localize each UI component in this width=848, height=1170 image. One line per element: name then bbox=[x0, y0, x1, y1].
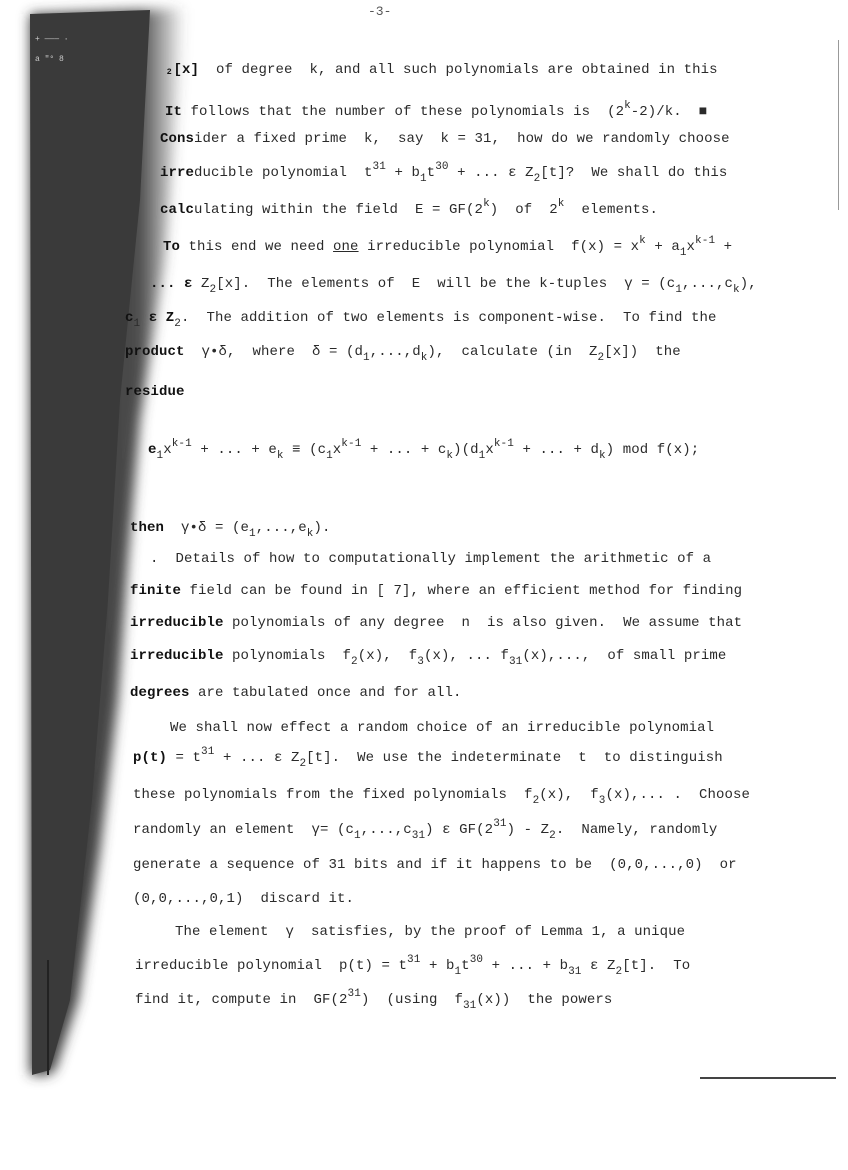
text-segment: [t]. We use the indeterminate t to distinguish bbox=[306, 750, 723, 766]
subscript: 1 bbox=[679, 247, 687, 259]
text-line bbox=[135, 954, 691, 978]
superscript: k-1 bbox=[171, 438, 192, 450]
subscript: 2 bbox=[615, 966, 623, 978]
text-segment: It bbox=[165, 104, 183, 120]
subscript: 1 bbox=[354, 830, 361, 842]
text-segment: -2)/k. ■ bbox=[630, 104, 708, 120]
text-line bbox=[160, 161, 728, 185]
text-segment: ) ε GF(2 bbox=[425, 822, 494, 838]
subscript: k bbox=[446, 450, 454, 462]
text-segment: ) - Z bbox=[506, 822, 550, 838]
text-segment: (x), ... f bbox=[423, 648, 509, 664]
text-segment: generate a sequence of 31 bits and if it happens to be (0,0,...,0) or bbox=[133, 857, 737, 873]
text-segment: Cons bbox=[160, 131, 195, 147]
text-segment: t bbox=[426, 165, 436, 181]
text-segment: ), bbox=[739, 276, 757, 292]
subscript: 31 bbox=[411, 830, 426, 842]
text-segment: + b bbox=[420, 958, 455, 974]
text-segment: + ... + c bbox=[361, 442, 447, 458]
text-segment: Z bbox=[192, 276, 210, 292]
text-line bbox=[133, 818, 718, 842]
text-segment: ducible polynomial t bbox=[194, 165, 373, 181]
text-line bbox=[135, 988, 613, 1012]
superscript: 30 bbox=[469, 954, 484, 966]
text-segment: (x),... . Choose bbox=[605, 787, 751, 803]
text-segment: x bbox=[686, 239, 696, 255]
text-segment: [x]) the bbox=[604, 344, 681, 360]
superscript: 31 bbox=[201, 746, 215, 758]
superscript: k bbox=[639, 235, 646, 247]
text-segment: t bbox=[461, 958, 470, 974]
subscript: 2 bbox=[299, 758, 307, 770]
text-segment: ) of 2 bbox=[489, 202, 558, 218]
text-segment: ,...,d bbox=[369, 344, 421, 360]
text-segment: The element γ satisfies, by the proof of Lemma 1, a unique bbox=[175, 924, 686, 940]
subscript: 1 bbox=[454, 966, 462, 978]
subscript: k bbox=[276, 450, 284, 462]
text-segment: + b bbox=[385, 165, 420, 181]
text-segment: irreducible bbox=[130, 615, 224, 631]
text-segment: irreducible bbox=[130, 648, 224, 664]
text-line bbox=[125, 384, 185, 400]
text-segment: . Details of how to computationally implement the arithmetic of a bbox=[150, 551, 712, 567]
text-segment: are tabulated once and for all. bbox=[189, 685, 462, 701]
text-segment: ... ε bbox=[150, 276, 193, 292]
superscript: 31 bbox=[493, 818, 507, 830]
text-segment: this end we need bbox=[180, 239, 334, 255]
text-segment: )(d bbox=[453, 442, 479, 458]
text-line bbox=[130, 685, 462, 701]
text-segment: product bbox=[125, 344, 185, 360]
text-line bbox=[125, 344, 681, 364]
superscript: 30 bbox=[435, 161, 449, 173]
text-segment: ,...,c bbox=[360, 822, 412, 838]
text-segment: + ... + b bbox=[483, 958, 569, 974]
text-segment: residue bbox=[125, 384, 185, 400]
footnote-rule bbox=[700, 1077, 836, 1079]
scan-marks: a "° 8 bbox=[35, 55, 64, 64]
subscript: 1 bbox=[419, 173, 427, 185]
text-line bbox=[150, 551, 711, 567]
subscript: 1 bbox=[363, 352, 370, 364]
text-line bbox=[170, 720, 714, 736]
text-segment: [t]? We shall do this bbox=[540, 165, 728, 181]
text-segment: these polynomials from the fixed polynomials f bbox=[133, 787, 533, 803]
text-segment: ) mod f(x); bbox=[605, 442, 700, 458]
subscript: 2 bbox=[549, 830, 556, 842]
subscript: 2 bbox=[351, 656, 358, 668]
superscript: k bbox=[624, 100, 631, 112]
superscript: 31 bbox=[407, 954, 421, 966]
text-segment: finite bbox=[130, 583, 182, 599]
text-segment: one bbox=[333, 239, 359, 255]
text-segment: + ... + e bbox=[191, 442, 277, 458]
text-segment: find it, compute in GF(2 bbox=[135, 992, 348, 1008]
superscript: 31 bbox=[372, 161, 386, 173]
text-segment: = t bbox=[167, 750, 202, 766]
text-segment: then bbox=[130, 520, 165, 536]
subscript: 1 bbox=[249, 528, 256, 540]
page-edge bbox=[838, 40, 839, 210]
text-segment: of degree k, and all such polynomials are obtained in this bbox=[199, 62, 718, 78]
superscript: k bbox=[557, 198, 565, 210]
text-segment: elements. bbox=[564, 202, 658, 218]
text-segment: e bbox=[148, 442, 157, 458]
text-segment: + ... ε Z bbox=[214, 750, 300, 766]
text-segment: + bbox=[715, 239, 733, 255]
text-segment: [t]. To bbox=[622, 958, 691, 974]
text-segment: γ•δ, where δ = (d bbox=[184, 344, 364, 360]
subscript: 2 bbox=[597, 352, 605, 364]
text-line bbox=[163, 235, 733, 259]
text-segment: ≡ (c bbox=[283, 442, 327, 458]
text-segment: [x]. The elements of E will be the k-tuples γ = (c bbox=[216, 276, 676, 292]
text-segment: irreducible polynomial p(t) = t bbox=[135, 958, 408, 974]
text-line bbox=[165, 100, 708, 120]
text-segment: To bbox=[163, 239, 181, 255]
superscript: k bbox=[483, 198, 490, 210]
text-segment: (x), f bbox=[539, 787, 599, 803]
text-line bbox=[165, 62, 718, 78]
text-segment: randomly an element γ= (c bbox=[133, 822, 355, 838]
subscript: 31 bbox=[568, 966, 582, 978]
subscript: 1 bbox=[133, 318, 141, 330]
text-line bbox=[130, 520, 331, 540]
text-line bbox=[130, 615, 742, 631]
text-segment: ,...,e bbox=[255, 520, 307, 536]
text-segment: (x),..., of small prime bbox=[522, 648, 727, 664]
subscript: 1 bbox=[675, 284, 683, 296]
text-segment: calc bbox=[160, 202, 195, 218]
text-segment: + ... ε Z bbox=[448, 165, 534, 181]
text-line bbox=[133, 746, 723, 770]
text-segment: polynomials f bbox=[223, 648, 352, 664]
text-segment: x bbox=[332, 442, 342, 458]
text-segment: ), calculate (in Z bbox=[427, 344, 598, 360]
text-line bbox=[133, 857, 737, 873]
text-line bbox=[150, 276, 757, 296]
subscript: k bbox=[420, 352, 428, 364]
text-segment: . The addition of two elements is component-wise. To find the bbox=[180, 310, 717, 326]
text-line bbox=[133, 891, 354, 907]
subscript: 31 bbox=[508, 656, 523, 668]
subscript: 2 bbox=[209, 284, 217, 296]
text-segment: ider a fixed prime k, say k = 31, how do we randomly choose bbox=[194, 131, 730, 147]
text-segment: (x)) the powers bbox=[476, 992, 613, 1008]
text-line bbox=[160, 198, 658, 218]
text-line bbox=[148, 438, 700, 462]
text-segment: + a bbox=[645, 239, 680, 255]
text-segment: degrees bbox=[130, 685, 190, 701]
text-segment: (x), f bbox=[357, 648, 418, 664]
superscript: k-1 bbox=[493, 438, 514, 450]
text-segment: polynomials of any degree n is also given. We assume that bbox=[223, 615, 743, 631]
scan-marks: + ——— · bbox=[35, 35, 69, 44]
page-number: -3- bbox=[368, 4, 392, 19]
text-segment: follows that the number of these polynomials is (2 bbox=[182, 104, 625, 120]
text-segment: ulating within the field E = GF(2 bbox=[194, 202, 484, 218]
text-segment: (0,0,...,0,1) discard it. bbox=[133, 891, 355, 907]
text-line bbox=[133, 787, 751, 807]
text-line bbox=[130, 648, 727, 668]
text-segment: c bbox=[125, 310, 134, 326]
subscript: 31 bbox=[462, 1000, 477, 1012]
text-line bbox=[160, 131, 730, 147]
text-segment: x bbox=[163, 442, 172, 458]
subscript: k bbox=[733, 284, 740, 296]
text-segment: ₂[x] bbox=[165, 62, 200, 78]
superscript: k-1 bbox=[341, 438, 362, 450]
subscript: k bbox=[306, 528, 314, 540]
superscript: 31 bbox=[347, 988, 361, 1000]
subscript: k bbox=[598, 450, 606, 462]
text-segment: ) (using f bbox=[360, 992, 463, 1008]
subscript: 2 bbox=[533, 173, 541, 185]
text-segment: ). bbox=[313, 520, 331, 536]
subscript: 3 bbox=[417, 656, 424, 668]
text-line bbox=[175, 924, 685, 940]
subscript: 1 bbox=[156, 450, 164, 462]
text-segment: x bbox=[485, 442, 494, 458]
text-segment: . Namely, randomly bbox=[555, 822, 718, 838]
text-segment: + ... + d bbox=[513, 442, 599, 458]
subscript: 2 bbox=[532, 795, 540, 807]
subscript: 1 bbox=[478, 450, 486, 462]
text-segment: ,...,c bbox=[682, 276, 734, 292]
text-line bbox=[130, 583, 742, 599]
text-segment: We shall now effect a random choice of an irreducible polynomial bbox=[170, 720, 715, 736]
text-segment: irre bbox=[160, 165, 195, 181]
text-segment: irreducible polynomial f(x) = x bbox=[358, 239, 640, 255]
text-segment: ε Z bbox=[140, 310, 175, 326]
text-segment: p(t) bbox=[133, 750, 168, 766]
text-segment: field can be found in [ 7], where an efficient method for finding bbox=[181, 583, 743, 599]
subscript: 2 bbox=[174, 318, 181, 330]
superscript: k-1 bbox=[695, 235, 716, 247]
text-segment: ε Z bbox=[581, 958, 616, 974]
subscript: 1 bbox=[326, 450, 333, 462]
text-line bbox=[125, 310, 717, 330]
text-segment: γ•δ = (e bbox=[164, 520, 250, 536]
subscript: 3 bbox=[598, 795, 606, 807]
